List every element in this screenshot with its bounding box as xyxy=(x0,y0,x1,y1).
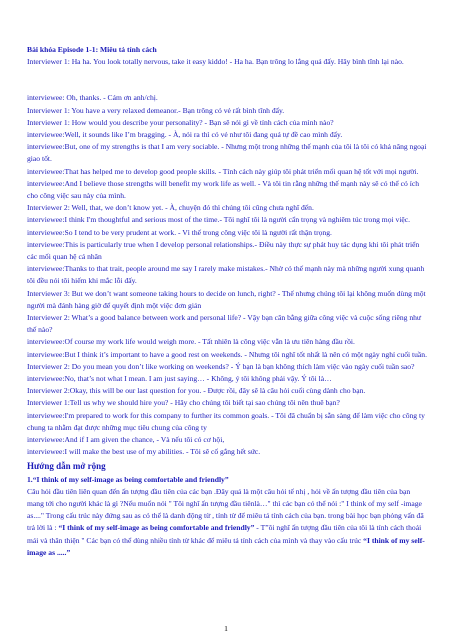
dialogue-line: Interviewer 2: Do you mean you don’t like working on weekends? - Ý bạn là bạn không thích làm việc vào ngày cuối tuần sao?interviewee:No, that’s not what I mean. I am just saying… - Không, ý tôi không phải vậy. Ý tôi là… xyxy=(27,361,415,384)
dialogue-line: Interviewer 1:Tell us why we should hire you? - Hãy cho chúng tôi biết tại sao chúng tôi nên thuê bạn? xyxy=(27,398,340,408)
intro-line: Interviewer 1: Ha ha. You look totally nervous, take it easy kiddo! - Ha ha. Bạn trông lo lắng quá đấy. Hãy bình tĩnh lại nào. xyxy=(27,57,404,67)
spacer xyxy=(27,68,427,92)
dialogue-line: interviewee:And if I am given the chance, - Và nếu tôi có cơ hội, xyxy=(27,435,225,445)
dialogue-line: Interviewer 1: How would you describe your personality? - Bạn sẽ nói gì về tính cách của mình nào? xyxy=(27,117,334,127)
dialogue-line: interviewee:I'm prepared to work for this company to further its common goals. - Tôi đã chuẩn bị sẵn sàng để làm việc cho công ty chung ta nhằm đạt được những mục tiêu chung của công ty xyxy=(27,410,425,432)
explanation-paragraph xyxy=(27,486,427,559)
explanation-text: Câu hỏi đầu tiên liên quan đến ấn tượng đầu tiên của các bạn .Đây quả là một câu hỏi tế nhị , hỏi về ấn tượng đầu tiên của bạn mang tới cho người khác là gì ?Nếu muốn nói " Tôi nghĩ ấn tượng đầu tiênlà…" thì các bạn có thể nói :" I think of my self -image as...." Trong cấu trúc này đứng sau as có thể là danh động từ , tính từ để miêu tả tính cách của bạn. trong bài học bạn phỏng vấn đã trả lời là : xyxy=(27,486,424,533)
dialogue-line: Interviewer 2:Okay, this will be our last question for you. - Được rồi, đây sẽ là câu hỏi cuối cùng dành cho bạn. xyxy=(27,386,366,396)
page-number: 1 xyxy=(224,624,228,633)
dialogue-line: interviewee:So I tend to be very prudent at work. - Vì thế trong công việc tôi là người rất thận trọng. xyxy=(27,227,332,237)
subheading: 1.“I think of my self-image as being comfortable and friendly” xyxy=(27,474,229,484)
document-body xyxy=(27,44,427,559)
dialogue-line: interviewee:And I believe those strengths will benefit my work life as well. - Và tôi tin rằng những thế mạnh này sẽ có thể có ích cho công việc sau này của mình. xyxy=(27,178,419,201)
explanation-text: - T”ôi nghĩ ấn tượng đầu tiên của tôi là tính cách thoải mái và thân thiện " Các bạn có thể dùng nhiều tính từ khác để miêu tả tính cách của mình và thay vào cấu trúc xyxy=(27,523,422,545)
dialogue-line: interviewee:But I think it’s important to have a good rest on weekends. - Nhưng tôi nghĩ tốt nhất là nên có một ngày nghỉ cuối tuần. xyxy=(27,349,427,359)
dialogue-line: interviewee:This is particularly true when I develop personal relationships.- Điều này thực sự phát huy tác dụng khi tôi phát triển các mối quan hệ cá nhân xyxy=(27,239,420,262)
dialogue-line: Interviewer 3: But we don’t want someone taking hours to decide on lunch, right? - Thế nhưng chúng tôi lại không muốn dùng một người mà đánh hàng giờ để quyết định một việc đơn giản xyxy=(27,288,426,310)
dialogue-line: Interviewer 1: You have a very relaxed demeanor.- Bạn trông có vẻ rất bình tĩnh đấy. xyxy=(27,105,285,115)
structure-phrase: “I think of my self-image as .....” xyxy=(27,535,425,557)
dialogue-line: interviewee:That has helped me to develop good people skills. - Tính cách này giúp tôi phát triển mối quan hệ tốt với mọi người. xyxy=(27,166,419,176)
dialogue-line: interviewee:I will make the best use of my abilities. - Tôi sẽ cố gắng hết sức. xyxy=(27,447,261,457)
dialogue-line: interviewee:Of course my work life would weigh more. - Tất nhiên là công việc vẫn là ưu tiên hàng đầu rồi. xyxy=(27,337,355,347)
example-phrase: “I think of my self-image as being comfortable and friendly” xyxy=(58,523,255,533)
dialogue-line: interviewee:Thanks to that trait, people around me say I rarely make mistakes.- Nhờ có thế mạnh này mà những người xung quanh tôi đều nói tôi hiếm khi mắc lỗi đấy. xyxy=(27,264,425,286)
section-heading: Hướng dẫn mở rộng xyxy=(27,460,106,471)
dialogue-line: interviewee:But, one of my strengths is that I am very sociable. - Nhưng một trong những thế mạnh của tôi là tôi có khả năng ngoại giao tốt. xyxy=(27,142,427,164)
lesson-title: Bài khóa Episode 1-1: Miêu tả tính cách xyxy=(27,45,157,54)
dialogue-line: Interviewer 2: What’s a good balance between work and personal life? - Vậy bạn cân bằng giữa công việc và cuộc sống riêng như thế nào? xyxy=(27,313,422,335)
dialogue-block xyxy=(27,92,427,458)
dialogue-line: interviewee:Well, it sounds like I’m bragging. - À, nói ra thì có vẻ như tôi đang quá tự đề cao mình đấy. xyxy=(27,130,343,140)
dialogue-line: interviewee:I think I'm thoughtful and serious most of the time.- Tôi nghĩ tôi là người cẩn trọng và nghiêm túc trong mọi việc. xyxy=(27,215,411,225)
dialogue-line: interviewee: Oh, thanks. - Cám ơn anh/chị. xyxy=(27,93,158,103)
dialogue-line: Interviewer 2: Well, that, we don’t know yet. - À, chuyện đó thì chúng tôi cũng chưa nghĩ đến. xyxy=(27,203,314,213)
